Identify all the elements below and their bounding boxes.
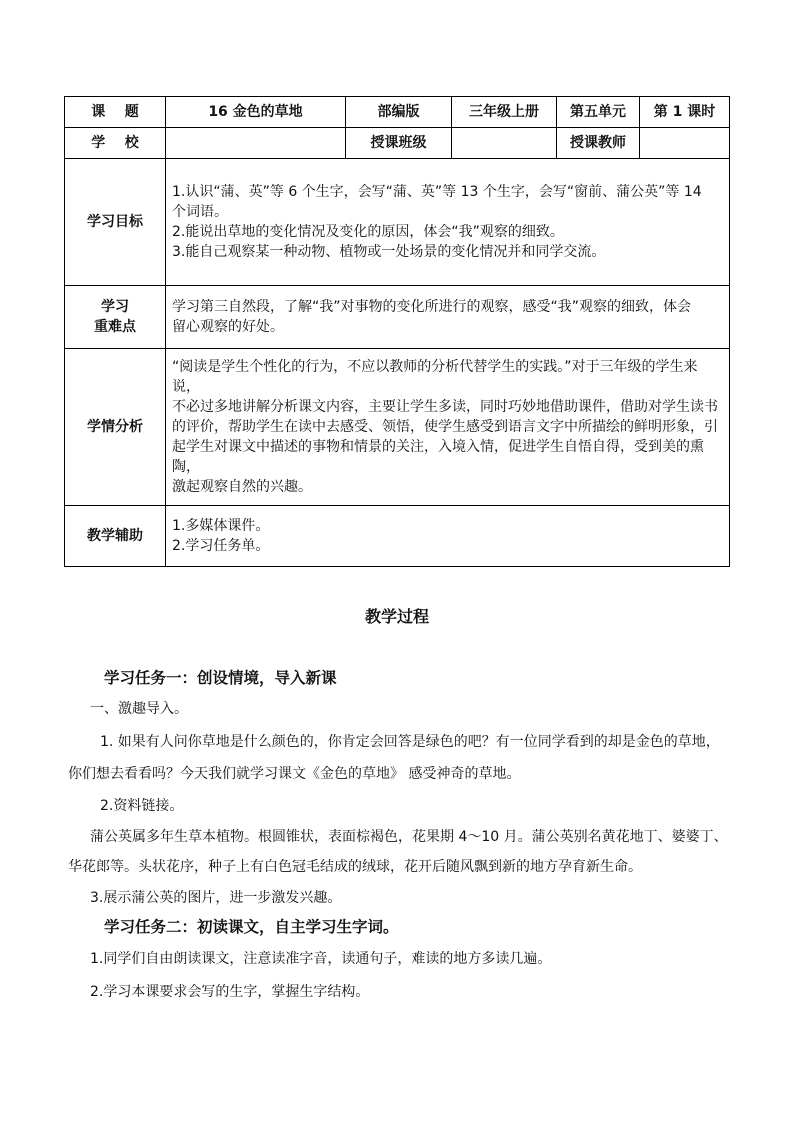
label-key-points — [65, 286, 166, 349]
lesson-title: 16 金色的草地 — [166, 97, 346, 128]
section-heading: 一、激趣导入。 — [90, 701, 188, 717]
label-key-points-line1: 学习 — [101, 299, 129, 315]
lesson-info-table — [64, 96, 730, 567]
analysis-line: 的评价，帮助学生在读中去感受、领悟，使学生感受到语言文字中所描绘的鲜明形象，引 — [172, 419, 718, 435]
paragraph-line: 2.学习本课要求会写的生字，掌握生字结构。 — [90, 984, 370, 1000]
paragraph-line: 1. 如果有人问你草地是什么颜色的，你肯定会回答是绿色的吧？有一位同学看到的却是金色的草地， — [100, 734, 720, 750]
label-aids: 教学辅助 — [65, 506, 166, 567]
paragraph-line: 2.资料链接。 — [100, 798, 184, 814]
paragraph-line: 华花郎等。头状花序，种子上有白色冠毛结成的绒球，花开后随风飘到新的地方孕育新生命。 — [68, 859, 642, 875]
goals-content — [166, 159, 730, 286]
label-title: 课 题 — [65, 97, 166, 128]
key-points-content — [166, 286, 730, 349]
analysis-content — [166, 349, 730, 506]
goal-line: 3.能自己观察某一种动物、植物或一处场景的变化情况并和同学交流。 — [172, 244, 606, 260]
goal-line: 个词语。 — [172, 204, 228, 220]
analysis-line: 不必过多地讲解分析课文内容，主要让学生多读，同时巧妙地借助课件，借助对学生读书 — [172, 399, 718, 415]
analysis-line: 激起观察自然的兴趣。 — [172, 479, 312, 495]
paragraph-line: 3.展示蒲公英的图片，进一步激发兴趣。 — [90, 890, 342, 906]
label-class: 授课班级 — [346, 128, 452, 159]
paragraph-line: 蒲公英属多年生草本植物。根圆锥状，表面棕褐色，花果期 4～10 月。蒲公英别名黄花地丁、婆婆丁、 — [90, 829, 728, 845]
paragraph-line: 1.同学们自由朗读课文，注意读准字音，读通句子，难读的地方多读几遍。 — [90, 951, 552, 967]
process-title: 教学过程 — [364, 607, 429, 626]
goal-line: 1.认识“蒲、英”等 6 个生字，会写“蒲、英”等 13 个生字，会写“窗前、蒲公英”等 14 — [172, 184, 702, 200]
table-row-analysis — [65, 349, 730, 506]
edition: 部编版 — [346, 97, 452, 128]
table-row-aids — [65, 506, 730, 567]
task-one-heading: 学习任务一：创设情境，导入新课 — [104, 669, 337, 687]
label-school: 学 校 — [65, 128, 166, 159]
school-value — [166, 128, 346, 159]
unit: 第五单元 — [557, 97, 640, 128]
table-row-goals — [65, 159, 730, 286]
aids-content — [166, 506, 730, 567]
paragraph-line: 你们想去看看吗？今天我们就学习课文《金色的草地》 感受神奇的草地。 — [68, 766, 521, 782]
teacher-value — [640, 128, 730, 159]
analysis-line: 起学生对课文中描述的事物和情景的关注，入境入情，促进学生自悟自得，受到美的熏陶， — [172, 439, 704, 475]
label-key-points-line2: 重难点 — [94, 319, 136, 335]
label-teacher: 授课教师 — [557, 128, 640, 159]
table-row-title — [65, 97, 730, 128]
period: 第 1 课时 — [640, 97, 730, 128]
goal-line: 2.能说出草地的变化情况及变化的原因，体会“我”观察的细致。 — [172, 224, 564, 240]
label-goals: 学习目标 — [65, 159, 166, 286]
analysis-line: “阅读是学生个性化的行为，不应以教师的分析代替学生的实践。”对于三年级的学生来说， — [172, 359, 698, 395]
key-points-line: 学习第三自然段，了解“我”对事物的变化所进行的观察，感受“我”观察的细致，体会 — [172, 299, 692, 315]
label-analysis: 学情分析 — [65, 349, 166, 506]
aids-line: 1.多媒体课件。 — [172, 518, 270, 534]
key-points-line: 留心观察的好处。 — [172, 319, 284, 335]
table-row-key-points — [65, 286, 730, 349]
class-value — [452, 128, 557, 159]
grade: 三年级上册 — [452, 97, 557, 128]
aids-line: 2.学习任务单。 — [172, 538, 270, 554]
task-two-heading: 学习任务二：初读课文，自主学习生字词。 — [104, 918, 399, 936]
table-row-school — [65, 128, 730, 159]
